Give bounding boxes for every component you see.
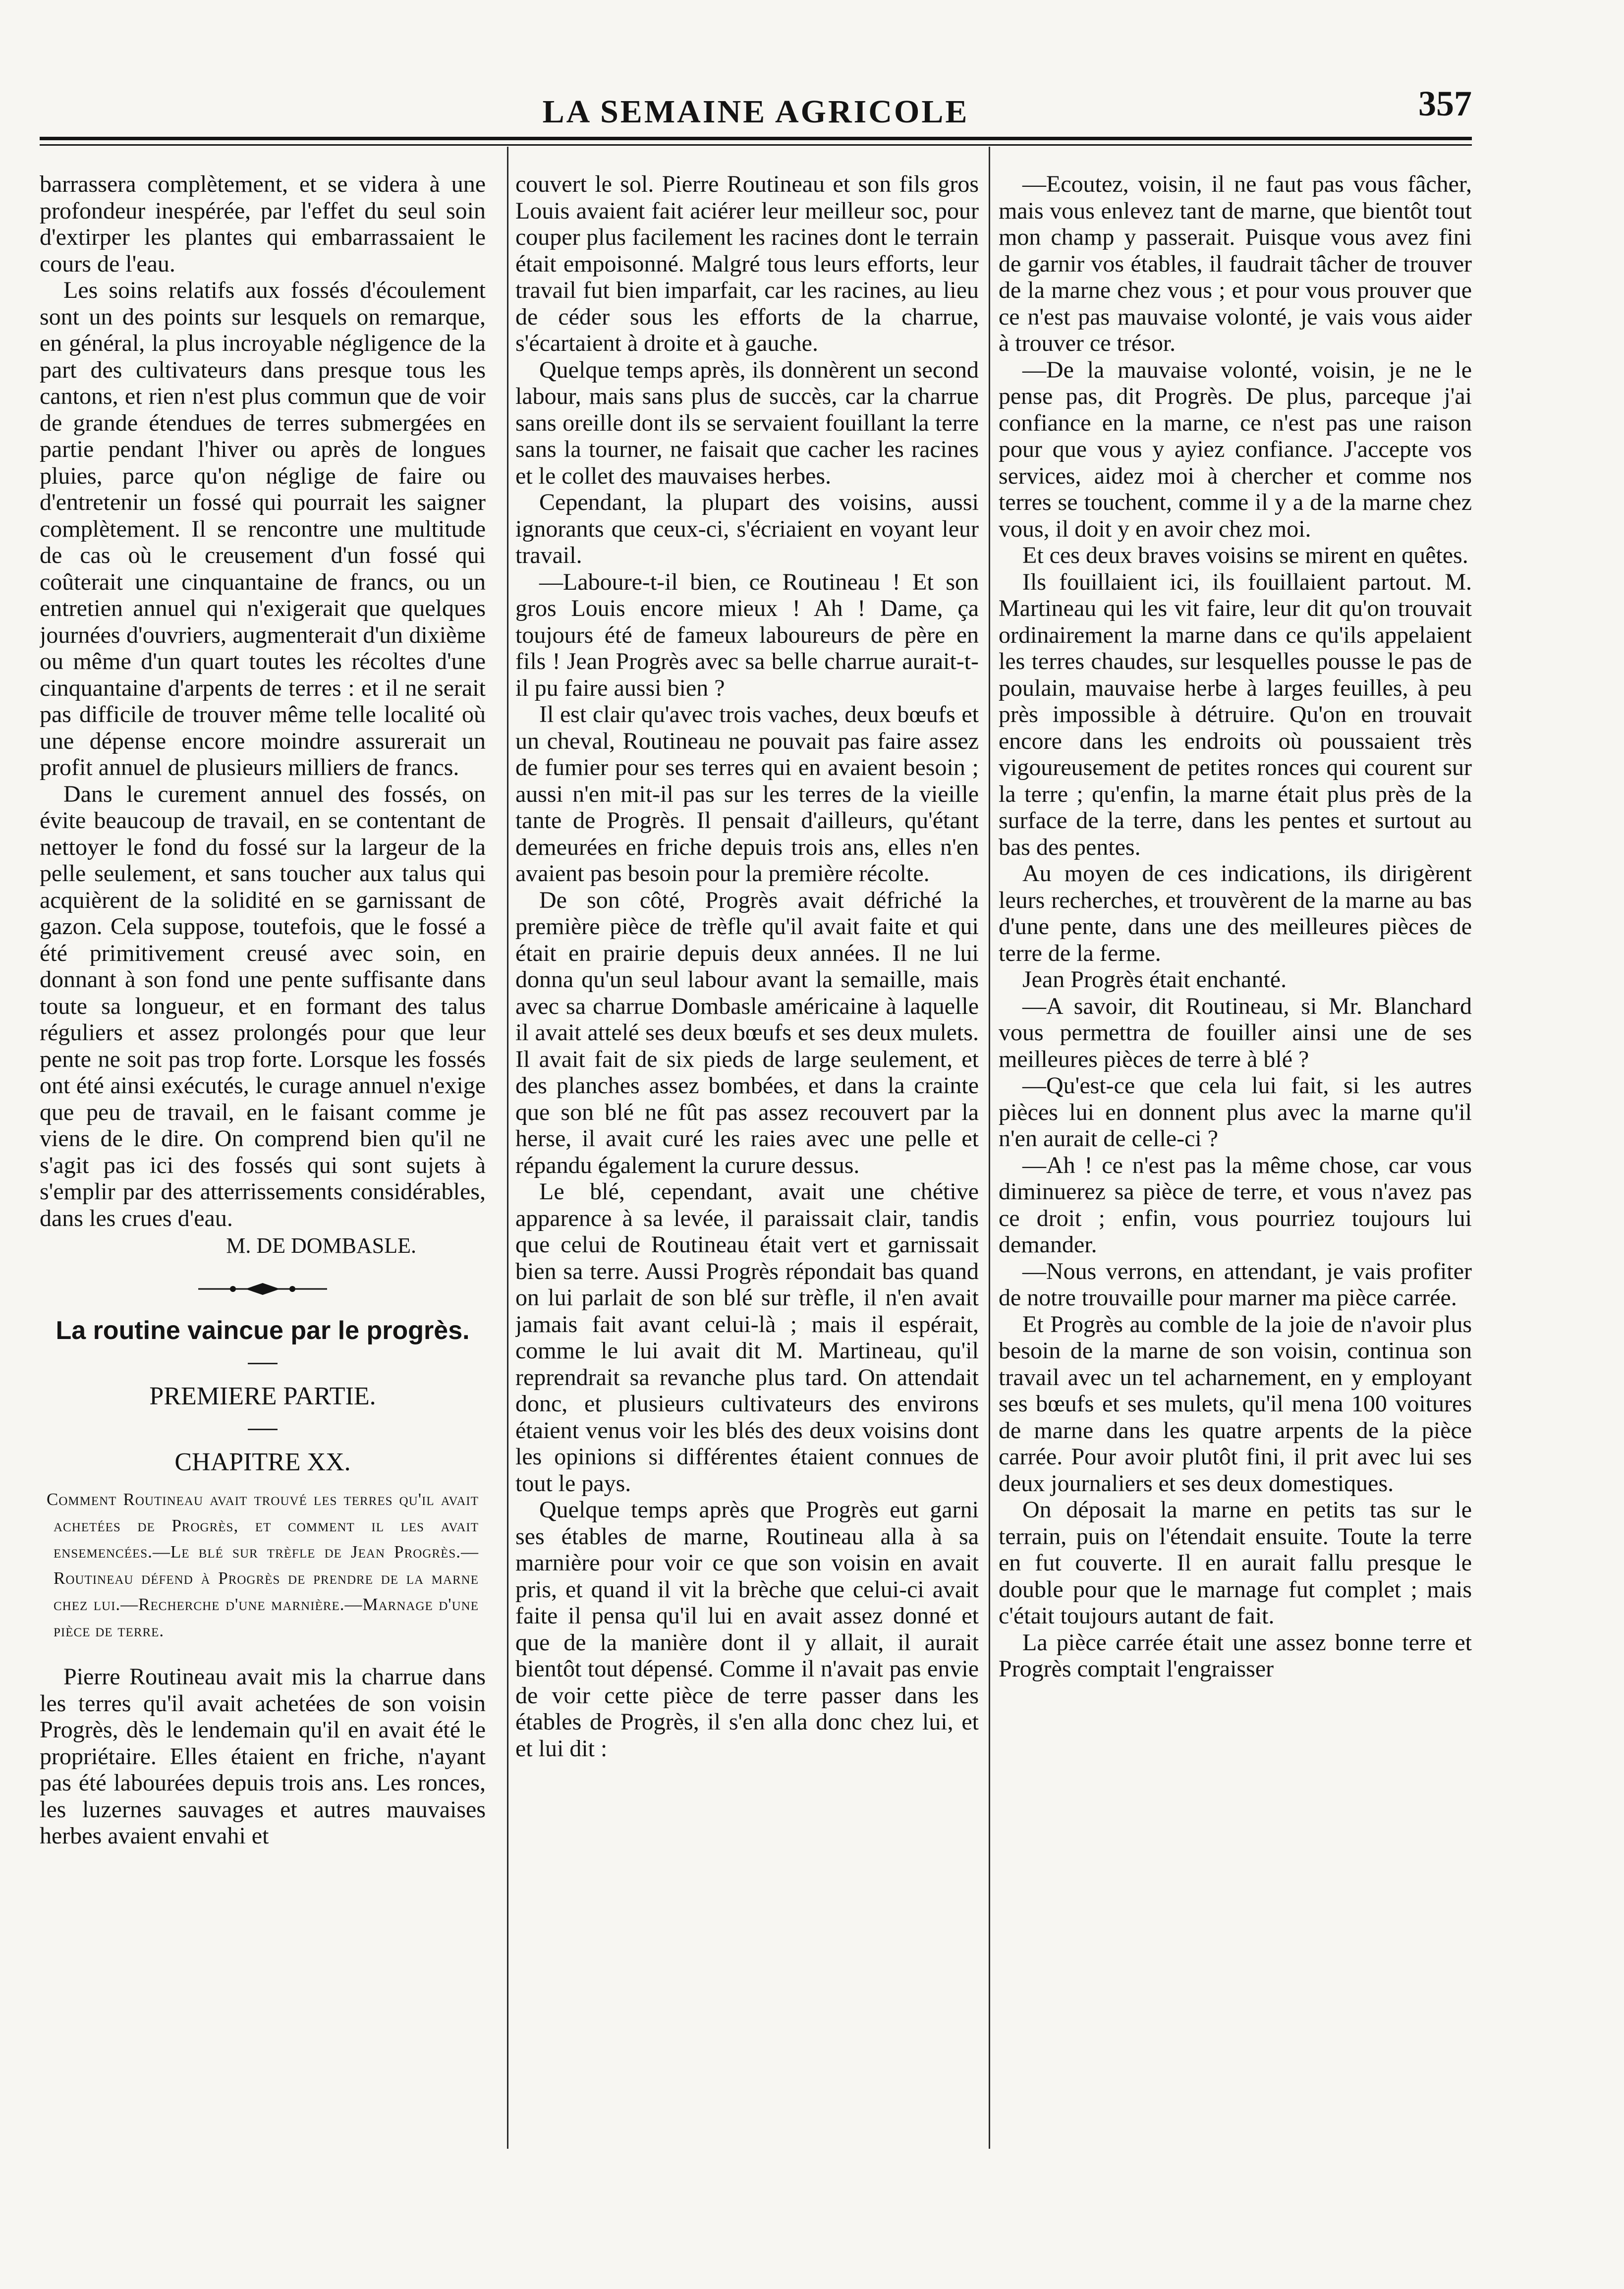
paragraph: —Ah ! ce n'est pas la même chose, car vous diminuerez sa pièce de terre, et vous n'avez pas ce droit ; enfin, vous pourriez toujours lui demander. bbox=[999, 1152, 1472, 1258]
column-separator-1 bbox=[507, 147, 508, 2149]
paragraph: Dans le curement annuel des fossés, on évite beaucoup de travail, en se contentant de nettoyer le fond du fossé sur la largeur de la pelle seulement, et sans toucher aux talus qui acquièrent de la solidité en se garnissant de gazon. Cela suppose, toutefois, que le fossé a été primitivement creusé avec soin, en donnant à son fond une pente suffisante dans toute sa longueur, et en formant des talus réguliers et assez prolongés pour que leur pente ne soit pas trop forte. Lorsque les fossés ont été ainsi exécutés, le curage annuel n'exige que peu de travail, en le faisant comme je viens de le dire. On comprend bien qu'il ne s'agit pas ici des fossés qui sont sujets à s'emplir par des atterrissements considérables, dans les crues d'eau. bbox=[40, 781, 486, 1231]
header-rule-thick bbox=[40, 137, 1472, 140]
column-1 bbox=[40, 171, 486, 2173]
paragraph: barrassera complètement, et se videra à une profondeur inespérée, par l'effet du seul soin d'extirper les plantes qui embarrassaient le cours de l'eau. bbox=[40, 171, 486, 277]
chapter-summary: Comment Routineau avait trouvé les terres qu'il avait achetées de Progrès, et comment il les avait ensemencées.—Le blé sur trèfle de Jean Progrès.—Routineau défend à Progrès de prendre de la marne chez lui.—Recherche d'une marnière.—Marnage d'une pièce de terre. bbox=[47, 1490, 479, 1640]
paragraph: Cependant, la plupart des voisins, aussi ignorants que ceux-ci, s'écriaient en voyant leur travail. bbox=[515, 489, 979, 568]
part-title: PREMIERE PARTIE. bbox=[149, 1382, 376, 1410]
paragraph: Quelque temps après, ils donnèrent un second labour, mais sans plus de succès, car la charrue sans oreille dont ils se servaient fouillant la terre sans la tourner, ne faisait que cacher les racines et le collet des mauvaises herbes. bbox=[515, 356, 979, 489]
paragraph: Ils fouillaient ici, ils fouillaient partout. M. Martineau qui les vit faire, leur dit qu'on trouvait ordinairement la marne dans ce qu'ils appelaient les terres chaudes, sur lesquelles pousse le pas de poulain, mauvaise herbe à larges feuilles, à peu près impossible à détruire. Qu'on en trouvait encore dans les endroits où poussaient très vigoureusement de petites ronces qui courent sur la terre ; qu'enfin, la marne était plus près de la surface de la terre, dans les pentes et surtout au bas des pentes. bbox=[999, 568, 1472, 860]
paragraph: Pierre Routineau avait mis la charrue dans les terres qu'il avait achetées de son voisin Progrès, dès le lendemain qu'il en avait été le propriétaire. Elles étaient en friche, n'ayant pas été labourées depuis trois ans. Les ronces, les luzernes sauvages et autres mauvaises herbes avaient envahi et bbox=[40, 1664, 486, 1849]
paragraph: Il est clair qu'avec trois vaches, deux bœufs et un cheval, Routineau ne pouvait pas faire assez de fumier pour ses terres qui en avaient besoin ; aussi n'en mit-il pas sur les terres de la vieille tante de Progrès. Il pensait d'ailleurs, qu'étant demeurées en friche depuis trois ans, elles n'en avaient pas besoin pour la première récolte. bbox=[515, 701, 979, 887]
paragraph: Et ces deux braves voisins se mirent en quêtes. bbox=[1022, 542, 1468, 568]
paragraph: Jean Progrès était enchanté. bbox=[1022, 966, 1287, 993]
paragraph: Quelque temps après que Progrès eut garni ses étables de marne, Routineau alla à sa marnière pour voir ce que son voisin en avait pris, et quand il vit la brèche que celui-ci avait faite il pensa qu'il lui en avait assez donné et que de la manière dont il y allait, il aurait bientôt tout dépensé. Comme il n'avait pas envie de voir cette pièce de terre passer dans les étables de Progrès, il s'en alla donc chez lui, et et lui dit : bbox=[515, 1497, 979, 1762]
paragraph: Et Progrès au comble de la joie de n'avoir plus besoin de la marne de son voisin, continua son travail avec un tel acharnement, en y employant ses bœufs et ses mulets, qu'il mena 100 voitures de marne dans les quatre arpents de la pièce carrée. Pour avoir plutôt fini, il prit avec lui ses deux journaliers et ses deux domestiques. bbox=[999, 1311, 1472, 1497]
ornamental-divider bbox=[40, 1278, 486, 1308]
paragraph: —Nous verrons, en attendant, je vais profiter de notre trouvaille pour marner ma pièce carrée. bbox=[999, 1258, 1472, 1311]
paragraph: De son côté, Progrès avait défriché la première pièce de trèfle qu'il avait faite et qui était en prairie depuis deux années. Il ne lui donna qu'un seul labour avant la semaille, mais avec sa charrue Dombasle américaine à laquelle il avait attelé ses deux bœufs et ses deux mulets. Il avait fait de six pieds de large seulement, et des planches assez bombées, et dans la crainte que son blé ne fût pas assez recouvert par la herse, il avait curé les raies avec une pelle et répandu également la curure dessus. bbox=[515, 887, 979, 1178]
chapter-title: CHAPITRE XX. bbox=[174, 1448, 351, 1476]
paragraph: —Laboure-t-il bien, ce Routineau ! Et son gros Louis encore mieux ! Ah ! Dame, ça toujours été de fameux laboureurs de père en fils ! Jean Progrès avec sa belle charrue aurait-t-il pu faire aussi bien ? bbox=[515, 568, 979, 701]
paragraph: Les soins relatifs aux fossés d'écoulement sont un des points sur lesquels on remarque, en général, la plus incroyable négligence de la part des cultivateurs dans presque tous les cantons, et rien n'est plus commun que de voir de grande étendues de terres submergées en partie pendant l'hiver ou après de longues pluies, parce qu'on néglige de faire ou d'entretenir un fossé qui pourrait les saigner complètement. Il se rencontre une multitude de cas où le creusement d'un fossé qui coûterait une cinquantaine de francs, ou un entretien annuel qui n'exigerait que quelques journées d'ouvriers, augmenterait d'un dixième ou même d'un quart toutes les récoltes d'une cinquantaine d'arpents de terres : et il ne serait pas difficile de trouver même telle localité où une dépense encore moindre assurerait un profit annuel de plusieurs milliers de francs. bbox=[40, 277, 486, 781]
section-dash bbox=[248, 1429, 278, 1430]
column-2 bbox=[515, 171, 979, 2173]
column-3 bbox=[999, 171, 1472, 2173]
article-title: La routine vaincue par le progrès. bbox=[56, 1316, 470, 1345]
paragraph: —Qu'est-ce que cela lui fait, si les autres pièces lui en donnent plus avec la marne qu'il n'en aurait de celle-ci ? bbox=[999, 1072, 1472, 1152]
paragraph: Le blé, cependant, avait une chétive apparence à sa levée, il paraissait clair, tandis que celui de Routineau était vert et garnissait bien sa terre. Aussi Progrès répondait bas quand on lui parlait de son blé sur trèfle, il n'en avait jamais fait avant celui-là ; mais il espérait, comme le lui avait dit M. Martineau, qu'il reprendrait sa revanche plus tard. On attendait donc, et plusieurs cultivateurs des environs étaient venus voir les blés des deux voisins dont les opinions si différentes étaient connues de tout le pays. bbox=[515, 1178, 979, 1497]
column-separator-2 bbox=[989, 147, 990, 2149]
paragraph: —A savoir, dit Routineau, si Mr. Blanchard vous permettra de fouiller ainsi une de ses meilleures pièces de terre à blé ? bbox=[999, 993, 1472, 1072]
paragraph: Au moyen de ces indications, ils dirigèrent leurs recherches, et trouvèrent de la marne au bas d'une pente, dans une des meilleures pièces de terre de la ferme. bbox=[999, 860, 1472, 966]
page-number: 357 bbox=[1418, 84, 1472, 123]
journal-title: LA SEMAINE AGRICOLE bbox=[542, 94, 969, 130]
header-rule-thin bbox=[40, 144, 1472, 146]
paragraph: —De la mauvaise volonté, voisin, je ne le pense pas, dit Progrès. De plus, parceque j'ai confiance en la marne, ce n'est pas une raison pour que vous y ayiez confiance. J'accepte vos services, aidez moi à chercher et comme nos terres se touchent, comme il y a de la marne chez vous, il doit y en avoir chez moi. bbox=[999, 356, 1472, 542]
paragraph: —Ecoutez, voisin, il ne faut pas vous fâcher, mais vous enlevez tant de marne, que bientôt tout mon champ y passerait. Puisque vous avez fini de garnir vos étables, il faudrait tâcher de trouver de la marne chez vous ; et pour vous prouver que ce n'est pas mauvaise volonté, je vais vous aider à trouver ce trésor. bbox=[999, 171, 1472, 356]
paragraph: La pièce carrée était une assez bonne terre et Progrès comptait l'engraisser bbox=[999, 1629, 1472, 1682]
paragraph: On déposait la marne en petits tas sur le terrain, puis on l'étendait ensuite. Toute la terre en fut couverte. Il en aurait fallu presque le double pour que le marnage fut complet ; mais c'était toujours autant de fait. bbox=[999, 1497, 1472, 1629]
section-dash bbox=[248, 1363, 278, 1364]
page-header bbox=[40, 74, 1472, 139]
paragraph: couvert le sol. Pierre Routineau et son fils gros Louis avaient fait aciérer leur meilleur soc, pour couper plus facilement les racines dont le terrain était empoisonné. Malgré tous leurs efforts, leur travail fut bien imparfait, car les racines, au lieu de céder sous les efforts de la charrue, s'écartaient à droite et à gauche. bbox=[515, 171, 979, 356]
author-signature: M. DE DOMBASLE. bbox=[226, 1233, 416, 1258]
